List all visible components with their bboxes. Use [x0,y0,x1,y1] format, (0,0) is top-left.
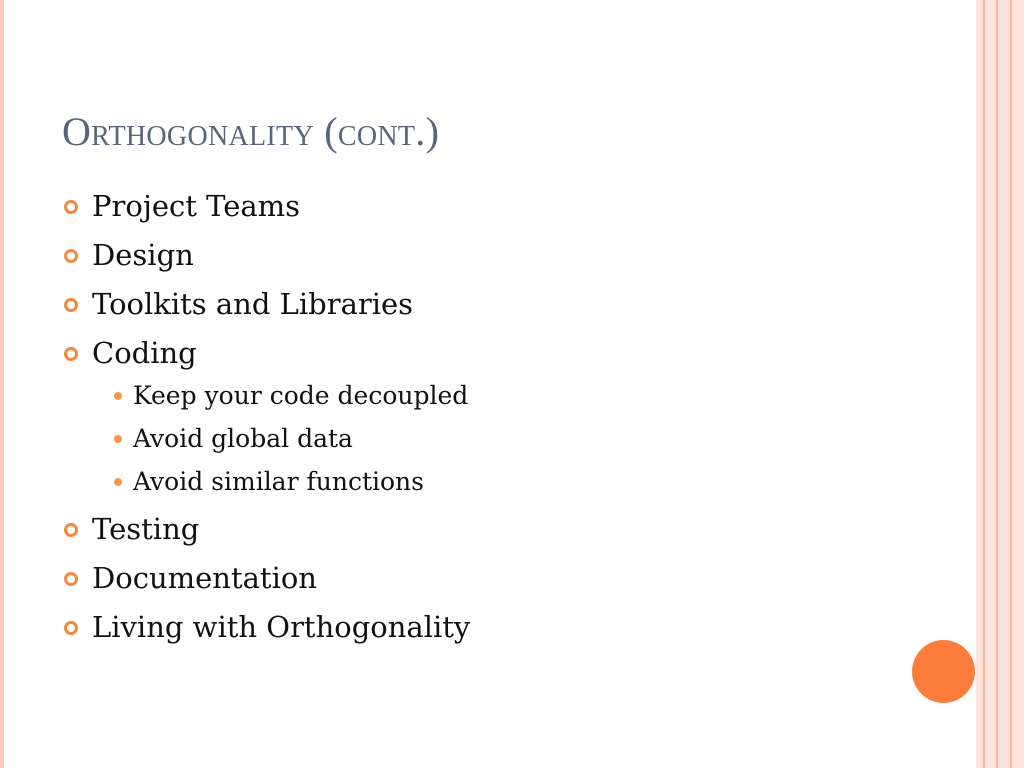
bullet-item [62,337,942,496]
left-border-decoration [0,0,4,768]
bullet-text: Testing [92,512,200,546]
bullet-item [62,513,942,545]
sub-bullet-item [92,382,942,410]
ring-bullet-icon [64,347,78,361]
band-line [996,0,998,768]
band-line [1010,0,1012,768]
ring-bullet-icon [64,249,78,263]
bullet-text: Toolkits and Libraries [92,287,414,321]
orange-circle-decoration [912,640,975,703]
sub-bullet-item [92,425,942,453]
ring-bullet-icon [64,621,78,635]
ring-bullet-icon [64,200,78,214]
ring-bullet-icon [64,298,78,312]
slide-content [62,190,942,660]
bullet-text: Project Teams [92,189,301,223]
bullet-item [62,239,942,271]
sub-bullet-item [92,468,942,496]
ring-bullet-icon [64,572,78,586]
dot-bullet-icon [114,478,122,486]
ring-bullet-icon [64,523,78,537]
bullet-item [62,190,942,222]
bullet-list [62,190,942,643]
right-band-decoration [976,0,1024,768]
bullet-text: Documentation [92,561,317,595]
sub-bullet-text: Avoid similar functions [133,467,424,496]
sub-bullet-text: Keep your code decoupled [133,381,469,410]
bullet-text: Coding [92,336,197,370]
sub-bullet-text: Avoid global data [133,424,353,453]
bullet-item [62,562,942,594]
band-line [983,0,985,768]
bullet-item [62,288,942,320]
dot-bullet-icon [114,392,122,400]
slide-title: Orthogonality (cont.) [62,109,440,154]
bullet-text: Design [92,238,194,272]
dot-bullet-icon [114,435,122,443]
sub-bullet-list [92,382,942,496]
bullet-item [62,611,942,643]
bullet-text: Living with Orthogonality [92,610,471,644]
